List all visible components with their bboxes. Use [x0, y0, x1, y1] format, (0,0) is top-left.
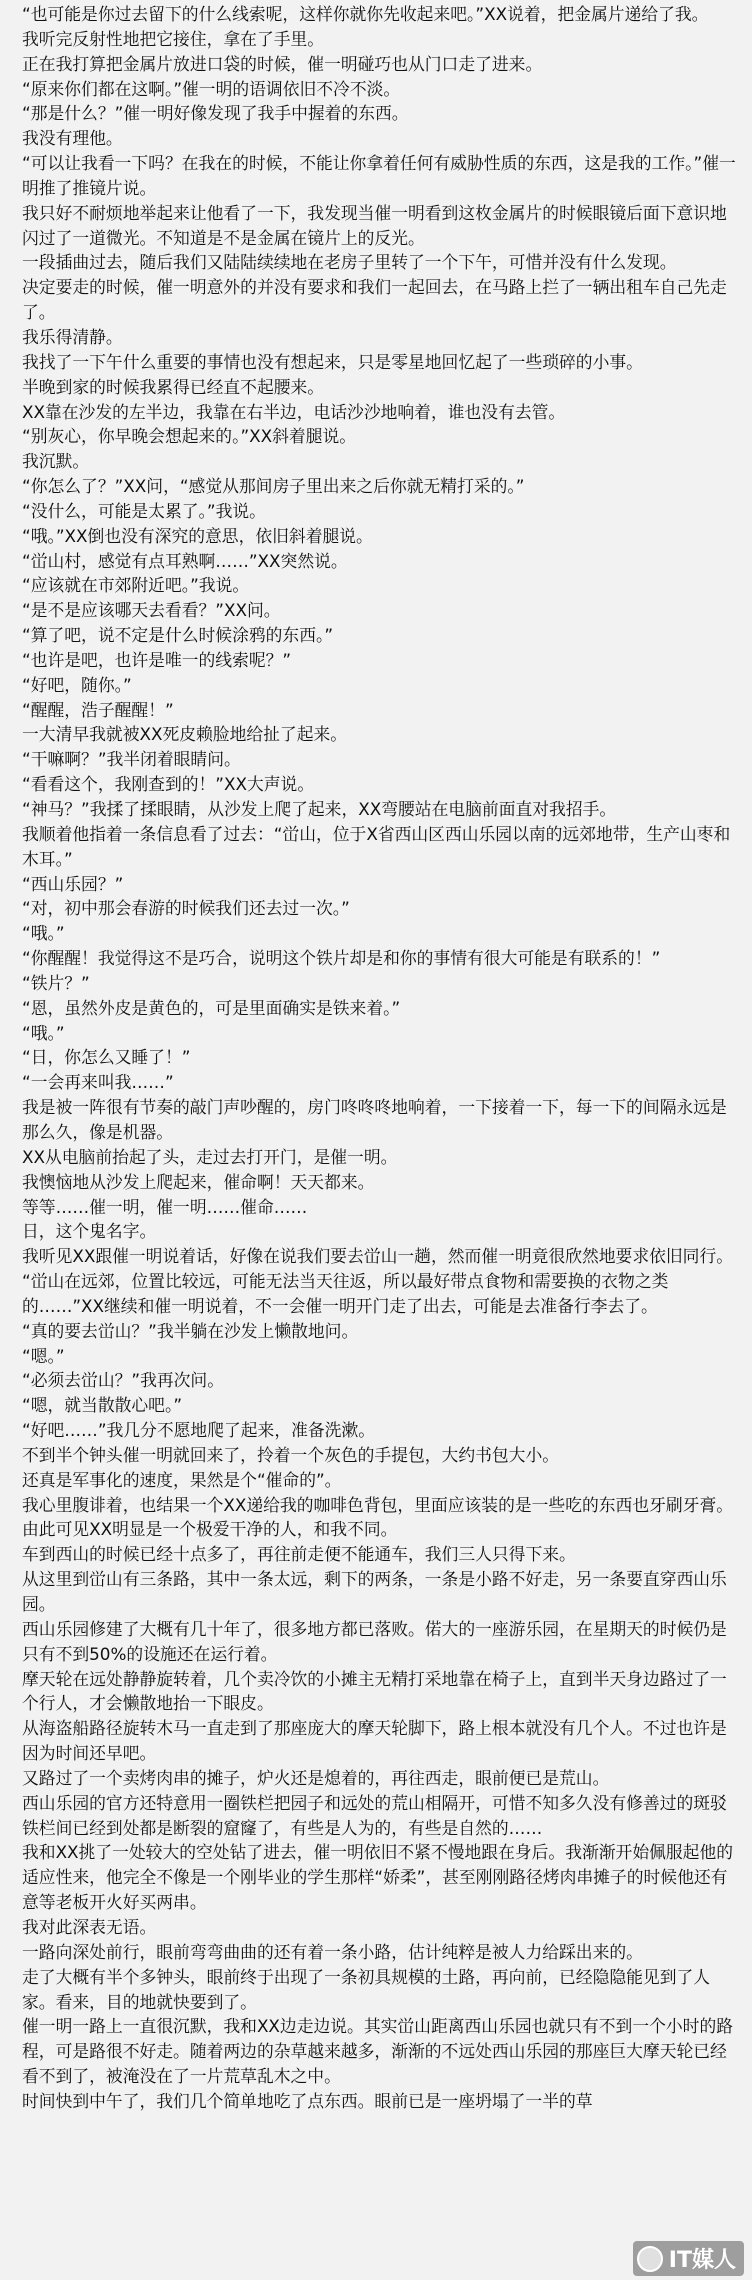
story-paragraph: “恩，虽然外皮是黄色的，可是里面确实是铁来着。” — [22, 997, 401, 1018]
story-paragraph: “哦。” — [22, 1022, 65, 1043]
story-paragraph: 由此可见XX明显是一个极爱干净的人，和我不同。 — [22, 1519, 398, 1540]
story-paragraph: “原来你们都在这啊。”催一明的语调依旧不冷不淡。 — [22, 78, 401, 99]
story-paragraph: “一会再来叫我……” — [22, 1072, 174, 1093]
story-paragraph: 我只好不耐烦地举起来让他看了一下，我发现当催一明看到这枚金属片的时候眼镜后面下意识地闪过了一道微光。不知道是不是金属在镜片上的反光。 — [22, 202, 727, 248]
story-paragraph: 我是被一阵很有节奏的敲门声吵醒的，房门咚咚咚地响着，一下接着一下，每一下的间隔永远是那么久，像是机器。 — [22, 1097, 727, 1142]
story-paragraph: “真的要去峃山？”我半躺在沙发上懒散地问。 — [22, 1320, 359, 1341]
story-paragraph: “好吧，随你。” — [22, 674, 132, 695]
story-paragraph: 日，这个鬼名字。 — [22, 1221, 157, 1242]
story-paragraph: “哦。” — [22, 923, 65, 944]
story-paragraph: 我沉默。 — [22, 451, 90, 472]
story-paragraph: 一路向深处前行，眼前弯弯曲曲的还有着一条小路，估计纯粹是被人力给踩出来的。 — [22, 1941, 643, 1962]
story-paragraph: 等等……催一明，催一明……催命…… — [22, 1196, 308, 1217]
story-paragraph: “看看这个，我刚查到的！”XX大声说。 — [22, 774, 315, 795]
story-paragraph: 又路过了一个卖烤肉串的摊子，炉火还是熄着的，再往西走，眼前便已是荒山。 — [22, 1767, 610, 1788]
story-paragraph: XX靠在沙发的左半边，我靠在右半边，电话沙沙地响着，谁也没有去管。 — [22, 401, 566, 422]
story-paragraph: 我听完反射性地把它接住，拿在了手里。 — [22, 28, 325, 49]
story-paragraph: “哦。”XX倒也没有深究的意思，依旧斜着腿说。 — [22, 525, 373, 546]
story-paragraph: “应该就在市郊附近吧。”我说。 — [22, 575, 250, 596]
story-paragraph: “峃山在远郊，位置比较远，可能无法当天往返，所以最好带点食物和需要换的衣物之类的……”XX继续和催一明说着，不一会催一明开门走了出去，可能是去准备行李去了。 — [22, 1271, 669, 1316]
story-paragraph: 正在我打算把金属片放进口袋的时候，催一明碰巧也从门口走了进来。 — [22, 53, 543, 74]
story-paragraph: “那是什么？”催一明好像发现了我手中握着的东西。 — [22, 103, 409, 124]
story-paragraph: “醒醒，浩子醒醒！” — [22, 699, 174, 720]
story-paragraph: “是不是应该哪天去看看？”XX问。 — [22, 600, 281, 621]
story-paragraph: 我对此深表无语。 — [22, 1916, 157, 1937]
story-paragraph: “西山乐园？” — [22, 873, 124, 894]
story-paragraph: 一大清早我就被XX死皮赖脸地给扯了起来。 — [22, 724, 348, 745]
story-paragraph: “嗯，就当散散心吧。” — [22, 1395, 183, 1416]
story-paragraph: 我和XX挑了一处较大的空处钻了进去，催一明依旧不紧不慢地跟在身后。我渐渐开始佩服起他的适应性来，他完全不像是一个刚毕业的学生那样“娇柔”，甚至刚刚路径烤肉串摊子的时候他还有意等老板开火好买两串。 — [22, 1842, 734, 1913]
story-paragraph: “别灰心，你早晚会想起来的。”XX斜着腿说。 — [22, 426, 357, 447]
story-paragraph: “干嘛啊？”我半闭着眼睛问。 — [22, 749, 241, 770]
story-paragraph: “峃山村，感觉有点耳熟啊……”XX突然说。 — [22, 550, 348, 571]
story-paragraph: 西山乐园修建了大概有几十年了，很多地方都已落败。偌大的一座游乐园，在星期天的时候仍是只有不到50%的设施还在运行着。 — [22, 1618, 727, 1664]
story-paragraph: 不到半个钟头催一明就回来了，拎着一个灰色的手提包，大约书包大小。 — [22, 1444, 560, 1465]
story-paragraph: “必须去峃山？”我再次问。 — [22, 1370, 224, 1391]
site-watermark — [633, 2241, 744, 2276]
story-paragraph: 半晚到家的时候我累得已经直不起腰来。 — [22, 376, 325, 397]
story-paragraph: “没什么，可能是太累了。”我说。 — [22, 500, 266, 521]
story-paragraph: 从海盗船路径旋转木马一直走到了那座庞大的摩天轮脚下，路上根本就没有几个人。不过也许是因为时间还早吧。 — [22, 1718, 727, 1764]
story-paragraph: “对，初中那会春游的时候我们还去过一次。” — [22, 898, 350, 919]
story-paragraph: 西山乐园的官方还特意用一圈铁栏把园子和远处的荒山相隔开，可惜不知多久没有修善过的斑驳铁栏间已经到处都是断裂的窟窿了，有些是人为的，有些是自然的…… — [22, 1792, 727, 1838]
story-paragraph: 我心里腹诽着，也结果一个XX递给我的咖啡色背包，里面应该装的是一些吃的东西也牙刷牙膏。 — [22, 1494, 734, 1515]
story-paragraph: 我没有理他。 — [22, 128, 123, 149]
story-paragraph: “日，你怎么又睡了！” — [22, 1047, 191, 1068]
story-paragraph: 还真是军事化的速度，果然是个“催命的”。 — [22, 1469, 342, 1490]
story-paragraph: 时间快到中午了，我们几个简单地吃了点东西。眼前已是一座坍塌了一半的草 — [22, 2090, 593, 2111]
story-paragraph: XX从电脑前抬起了头，走过去打开门，是催一明。 — [22, 1146, 398, 1167]
story-paragraph: “神马？”我揉了揉眼睛，从沙发上爬了起来，XX弯腰站在电脑前面直对我招手。 — [22, 799, 617, 819]
story-paragraph: 我听见XX跟催一明说着话，好像在说我们要去峃山一趟，然而催一明竟很欣然地要求依旧同行。 — [22, 1246, 734, 1267]
story-paragraph: 车到西山的时候已经十点多了，再往前走便不能通车，我们三人只得下来。 — [22, 1544, 576, 1565]
story-paragraph: “算了吧，说不定是什么时候涂鸦的东西。” — [22, 625, 334, 646]
story-paragraph: 我乐得清静。 — [22, 326, 123, 347]
story-paragraph: 摩天轮在远处静静旋转着，几个卖冷饮的小摊主无精打采地靠在椅子上，直到半天身边路过了一个行人，才会懒散地抬一下眼皮。 — [22, 1668, 727, 1714]
story-paragraph: “可以让我看一下吗？在我在的时候，不能让你拿着任何有威胁性质的东西，这是我的工作。”催一明推了推镜片说。 — [22, 153, 736, 198]
story-paragraph: 从这里到峃山有三条路，其中一条太远，剩下的两条，一条是小路不好走，另一条要直穿西山乐园。 — [22, 1569, 727, 1614]
story-paragraph: “好吧……”我几分不愿地爬了起来，准备洗漱。 — [22, 1420, 376, 1441]
story-paragraph: “你怎么了？”XX问，“感觉从那间房子里出来之后你就无精打采的。” — [22, 476, 525, 497]
story-paragraph: 我找了一下午什么重要的事情也没有想起来，只是零星地回忆起了一些琐碎的小事。 — [22, 351, 643, 372]
story-paragraph: 走了大概有半个多钟头，眼前终于出现了一条初具规模的土路，再向前，已经隐隐能见到了人家。看来，目的地就快要到了。 — [22, 1966, 711, 2012]
story-paragraph: 我懊恼地从沙发上爬起来，催命啊！天天都来。 — [22, 1171, 375, 1192]
story-paragraph: 我顺着他指着一条信息看了过去：“峃山，位于X省西山区西山乐园以南的远郊地带，生产山枣和木耳。” — [22, 823, 731, 869]
story-paragraph: “也许是吧，也许是唯一的线索呢？” — [22, 649, 292, 670]
story-paragraph: 决定要走的时候，催一明意外的并没有要求和我们一起回去，在马路上拦了一辆出租车自己先走了。 — [22, 277, 727, 323]
weibo-logo-icon — [637, 2246, 663, 2272]
story-paragraph: 一段插曲过去，随后我们又陆陆续续地在老房子里转了一个下午，可惜并没有什么发现。 — [22, 252, 677, 273]
watermark-text: IT媒人 — [668, 2248, 736, 2273]
story-paragraph: “嗯。” — [22, 1345, 65, 1366]
story-paragraph: “你醒醒！我觉得这不是巧合，说明这个铁片却是和你的事情有很大可能是有联系的！” — [22, 948, 661, 969]
story-paragraph: 催一明一路上一直很沉默，我和XX边走边说。其实峃山距离西山乐园也就只有不到一个小时的路程，可是路很不好走。随着两边的杂草越来越多，渐渐的不远处西山乐园的那座巨大摩天轮已经看不到了，被淹没在了一片荒草乱木之中。 — [22, 2016, 734, 2087]
story-paragraph: “铁片？” — [22, 972, 90, 993]
story-paragraph: “也可能是你过去留下的什么线索呢，这样你就你先收起来吧。”XX说着，把金属片递给了我。 — [22, 4, 709, 24]
